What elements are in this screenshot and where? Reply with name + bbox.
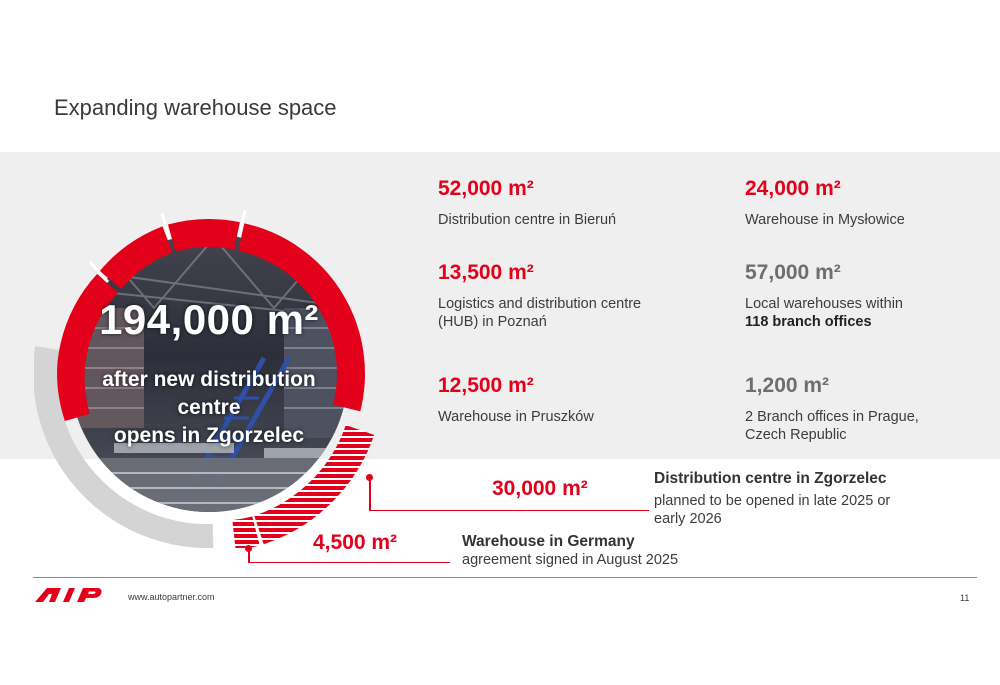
page-number: 11 — [960, 593, 970, 603]
footer-divider — [33, 577, 977, 578]
stat-myslowice — [745, 177, 965, 229]
stat-value: 13,500 m² — [438, 261, 534, 284]
stat-desc: Distribution centre in Bieruń — [438, 212, 617, 228]
connector-line-zgorzelec — [369, 510, 649, 511]
total-value: 194,000 m² — [99, 296, 319, 343]
planned-germany-desc: agreement signed in August 2025 — [462, 552, 679, 568]
stat-prague — [745, 374, 945, 444]
total-overlay — [34, 198, 384, 548]
stat-desc: Warehouse in Pruszków — [438, 409, 594, 425]
connector-line-germany — [248, 562, 450, 563]
planned-zgorzelec-heading: Distribution centre in Zgorzelec — [654, 470, 887, 487]
stat-poznan — [438, 261, 668, 331]
stat-pruszkow — [438, 374, 668, 426]
stat-bierun — [438, 177, 638, 229]
stat-desc-plain: Local warehouses within — [745, 296, 903, 312]
planned-germany-value: 4,500 m² — [313, 531, 398, 554]
planned-zgorzelec-desc: planned to be opened in late 2025 or early 2026 — [654, 493, 891, 527]
connector-dot-germany — [245, 545, 252, 552]
connector-line-zgorzelec-vertical — [369, 478, 371, 511]
footer-url[interactable]: www.autopartner.com — [128, 592, 215, 602]
planned-zgorzelec-value: 30,000 m² — [492, 477, 588, 500]
stat-value: 52,000 m² — [438, 177, 534, 200]
total-caption — [74, 366, 344, 450]
stat-value: 24,000 m² — [745, 177, 841, 200]
page-title: Expanding warehouse space — [54, 95, 337, 120]
total-caption-line2: opens in Zgorzelec — [113, 424, 305, 447]
planned-germany-heading: Warehouse in Germany — [462, 533, 635, 550]
autopartner-logo[interactable] — [33, 586, 103, 609]
total-caption-line1: after new distribution centre — [102, 368, 316, 419]
connector-dot-zgorzelec — [366, 474, 373, 481]
stat-branch-offices — [745, 261, 965, 331]
stat-desc — [745, 295, 965, 331]
stat-value: 12,500 m² — [438, 374, 534, 397]
stat-desc: Warehouse in Mysłowice — [745, 212, 905, 228]
stat-desc: 2 Branch offices in Prague, Czech Republic — [745, 409, 919, 443]
stat-value: 57,000 m² — [745, 261, 841, 284]
stat-desc-bold: 118 branch offices — [745, 314, 872, 330]
stat-desc: Logistics and distribution centre (HUB) in Poznań — [438, 296, 642, 330]
stat-value: 1,200 m² — [745, 374, 830, 397]
